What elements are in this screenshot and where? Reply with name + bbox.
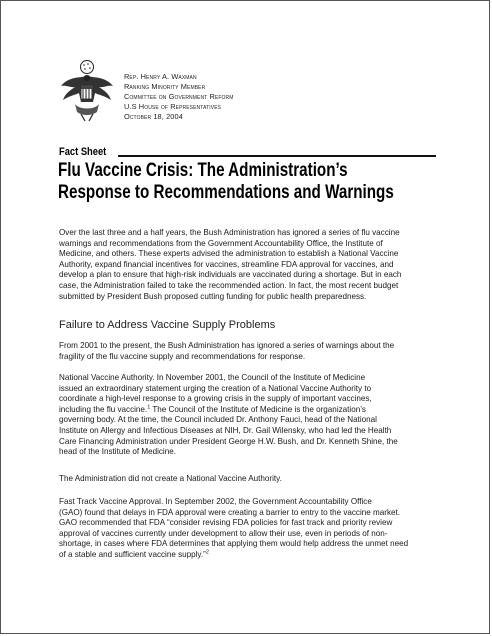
paragraph-4: [59, 497, 435, 561]
para-line: governing body. At the time, the Council included Dr. Anthony Fauci, head of the National: [59, 415, 377, 425]
para-line: shortage, in cases where FDA determines that applying them would help address the unmet need: [59, 539, 409, 549]
intro-line: Authority, expand financial incentives for vaccines, streamline FDA approval for vaccines, and: [59, 259, 394, 269]
para-line: From 2001 to the present, the Bush Administration has ignored a series of warnings about the: [59, 341, 395, 350]
para-text: including the flu vaccine.: [59, 404, 148, 414]
para-line: Institute on Allergy and Infectious Diseases at NIH, Dr. Gail Wilensky, who had led the Health: [59, 425, 392, 435]
para-line: [59, 405, 435, 416]
para-line: coordinate a high-level response to a growing crisis in the supply of important vaccines,: [59, 394, 372, 404]
intro-line: develop a plan to ensure that high-risk individuals are vaccinated during a shortage. But in each: [59, 270, 402, 280]
para-text: The Council of the Institute of Medicine is the organization’s: [150, 404, 366, 414]
fact-sheet-label: Fact Sheet: [59, 146, 107, 158]
intro-line: case, the Administration failed to take the recommended action. In fact, the most recent budget: [59, 280, 399, 290]
intro-line: warnings and recommendations from the Government Accountability Office, the Institute of: [59, 238, 383, 248]
para-line: (GAO) found that delays in FDA approval were creating a barrier to entry to the vaccine market.: [59, 507, 400, 517]
intro-paragraph: [59, 228, 435, 302]
intro-line: Medicine, and others. These experts advised the administration to establish a National Vaccine: [59, 249, 399, 259]
footnote-ref-2[interactable]: 2: [205, 549, 209, 556]
sender-chamber: U.S House of Representatives: [124, 102, 222, 111]
para-line: National Vaccine Authority. In November 2001, the Council of the Institute of Medicine: [59, 373, 366, 382]
paragraph-2: [59, 373, 435, 458]
section-heading: Failure to Address Vaccine Supply Problems: [59, 319, 276, 331]
sender-block: [124, 72, 233, 122]
footnote-ref-1[interactable]: 1: [147, 404, 151, 411]
sender-role: Ranking Minority Member: [124, 82, 206, 91]
paragraph-3: The Administration did not create a National Vaccine Authority.: [59, 474, 282, 483]
sender-date: October 18, 2004: [124, 112, 183, 121]
intro-line: submitted by President Bush proposed cutting funding for public health preparedness.: [59, 291, 367, 301]
para-line: approval of vaccines currently under development to allow their use, even in periods of non-: [59, 528, 388, 538]
title-line-1: Flu Vaccine Crisis: The Administration’s: [58, 159, 348, 181]
house-seal-eagle-icon: [59, 58, 115, 122]
para-line: GAO recommended that FDA “consider revising FDA policies for fast track and priority review: [59, 518, 393, 528]
para-line: fragility of the flu vaccine supply and recommendations for response.: [59, 351, 306, 361]
title-line-2: Response to Recommendations and Warnings: [58, 181, 394, 203]
header-rule: [118, 155, 436, 157]
para-text: of a stable and sufficient vaccine supply.”: [59, 549, 206, 559]
para-line: head of the Institute of Medicine.: [59, 447, 176, 457]
sender-name: Rep. Henry A. Waxman: [124, 72, 197, 81]
para-line: Fast Track Vaccine Approval. In September 2002, the Government Accountability Office: [59, 497, 372, 506]
sender-committee: Committee on Government Reform: [124, 92, 234, 101]
intro-line: Over the last three and a half years, the Bush Administration has ignored a series of flu vaccine: [59, 228, 400, 237]
paragraph-1: [59, 341, 435, 362]
para-line: [59, 550, 435, 561]
document-title: [58, 159, 394, 203]
para-line: Care Financing Administration under President George H.W. Bush, and Dr. Kenneth Shine, the: [59, 436, 398, 446]
para-line: issued an extraordinary statement urging the creation of a National Vaccine Authority to: [59, 383, 372, 393]
